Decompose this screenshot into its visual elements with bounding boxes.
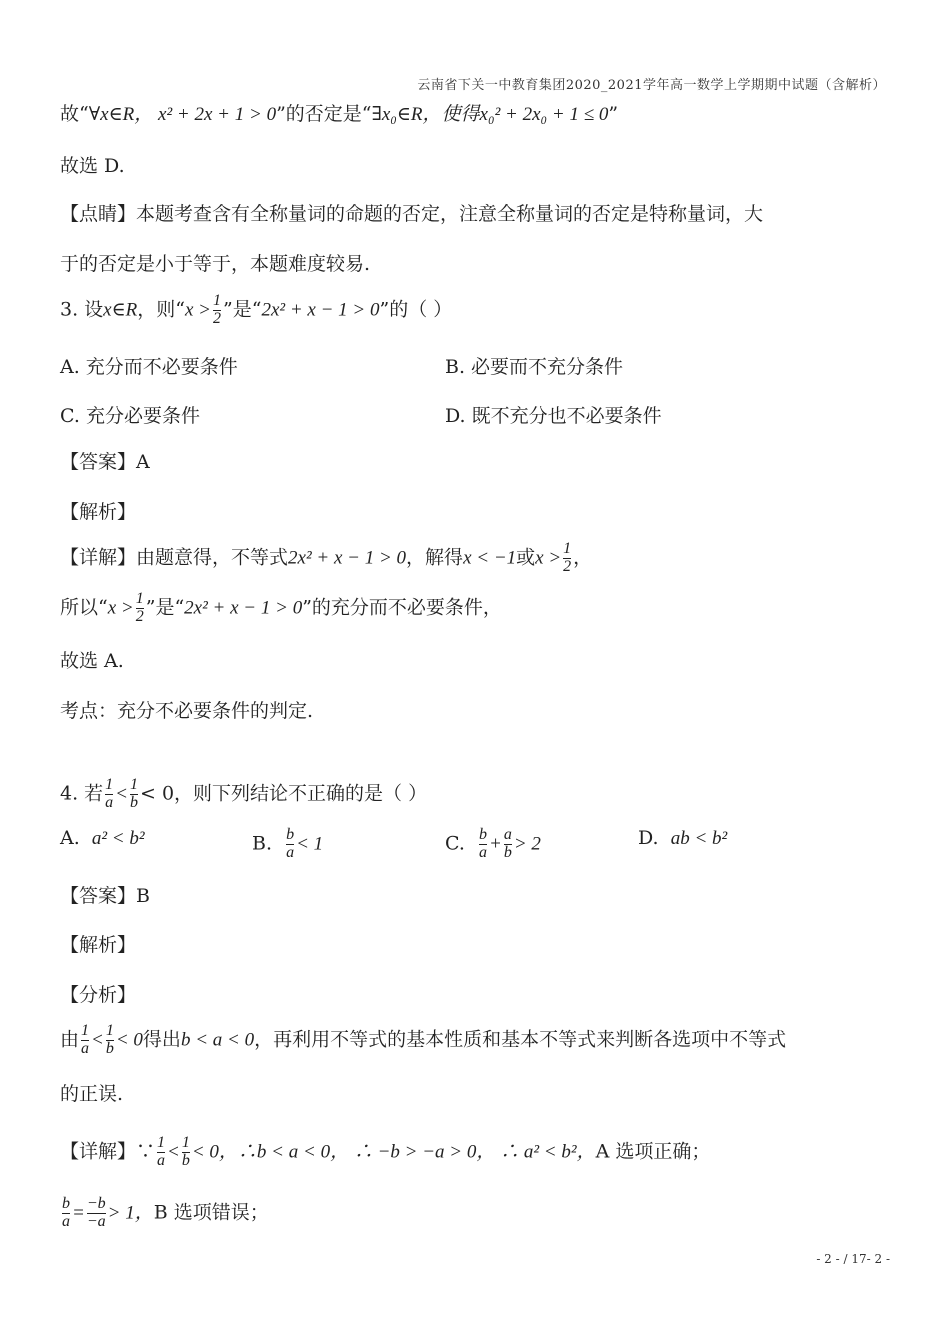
text: 或 bbox=[516, 546, 536, 569]
fraction-a-b: $\frac{a}{b}$ bbox=[503, 826, 512, 861]
math: 2x² + x − 1 > 0 bbox=[184, 597, 303, 619]
math: = bbox=[72, 1202, 85, 1224]
fraction-1-a: $\frac{1}{a}$ bbox=[105, 776, 114, 811]
text: ”的充分而不必要条件， bbox=[302, 596, 502, 619]
math: < 1 bbox=[296, 833, 324, 855]
math: > 2 bbox=[513, 833, 541, 855]
q4-option-c: C. $\frac{b}{a}$ + $\frac{a}{b}$ > 2 bbox=[445, 826, 541, 861]
q3-kaodian: 考点：充分不必要条件的判定. bbox=[60, 700, 314, 722]
q3-conclusion bbox=[60, 591, 502, 626]
fraction-1-b: $\frac{1}{b}$ bbox=[130, 776, 138, 811]
line-dianjing-2: 于的否定是小于等于，本题难度较易. bbox=[60, 253, 371, 275]
page-footer: - 2 - / 17- 2 - bbox=[816, 1252, 890, 1266]
numerator: 1 bbox=[213, 292, 222, 309]
q4-answer: 【答案】B bbox=[60, 885, 150, 907]
text: 由 bbox=[60, 1028, 80, 1051]
q4-option-d bbox=[638, 827, 727, 850]
q3-option-c: C. 充分必要条件 bbox=[60, 405, 200, 427]
q3-option-b: B. 必要而不充分条件 bbox=[445, 356, 624, 378]
text: 3. 设 bbox=[60, 298, 104, 321]
q4-fenxi-text-2: 的正误. bbox=[60, 1083, 124, 1105]
denominator: 2 bbox=[135, 607, 144, 625]
page-header: 云南省下关一中教育集团2020_2021学年高一数学上学期期中试题（含解析） bbox=[417, 78, 886, 93]
q4-option-a bbox=[60, 827, 145, 850]
math: x > bbox=[185, 299, 212, 321]
fraction bbox=[213, 293, 221, 328]
fraction-1-b: $\frac{1}{b}$ bbox=[181, 1134, 190, 1169]
text: 得出 bbox=[142, 1028, 181, 1051]
option-label: C. bbox=[445, 832, 465, 855]
fraction-b-a: $\frac{b}{a}$ bbox=[62, 1195, 70, 1230]
line-choose-d: 故选 D. bbox=[60, 155, 125, 177]
math: b < a < 0 bbox=[180, 1029, 255, 1051]
q3-answer: 【答案】A bbox=[60, 451, 150, 473]
math: ∃x₀∈R，使得x₀² + 2x₀ + 1 ≤ 0 bbox=[371, 104, 609, 125]
q4-fenxi-text: 由 $\frac{1}{a}$ < $\frac{1}{b}$ < 0得出b < a < 0，再利用不等式的基本性质和基本不等式来判断各选项中不等式 bbox=[60, 1022, 787, 1057]
fraction-negb-nega: $\frac{-b}{-a}$ bbox=[86, 1195, 106, 1230]
q3-detail bbox=[60, 541, 592, 576]
math: > 1， bbox=[107, 1202, 154, 1224]
fraction-1-a: $\frac{1}{a}$ bbox=[81, 1022, 90, 1057]
fraction-1-b: $\frac{1}{b}$ bbox=[105, 1022, 114, 1057]
text: ，再利用不等式的基本性质和基本不等式来判断各选项中不等式 bbox=[254, 1028, 787, 1051]
question-3-stem bbox=[60, 293, 452, 328]
fraction bbox=[563, 541, 571, 576]
math: x∈R bbox=[103, 299, 138, 321]
math: x > bbox=[535, 547, 562, 569]
math: < 0， bbox=[191, 1141, 238, 1163]
numerator: 1 bbox=[135, 590, 144, 607]
q4-detail-2 bbox=[60, 1196, 269, 1231]
text: ”的（ ） bbox=[379, 298, 453, 321]
math: ∴b < a < 0， ∴ −b > −a > 0， ∴ a² < b²， bbox=[237, 1141, 596, 1163]
text: 所以“ bbox=[60, 596, 108, 619]
text: 【详解】由题意得，不等式 bbox=[60, 546, 289, 569]
q3-option-d: D. 既不充分也不必要条件 bbox=[445, 405, 662, 427]
q4-fenxi: 【分析】 bbox=[60, 984, 137, 1006]
q4-detail: 【详解】∵ $\frac{1}{a}$ < $\frac{1}{b}$ < 0，∴b < a < 0， ∴ −b > −a > 0， ∴ a² < b²，A 选项正确； bbox=[60, 1134, 711, 1169]
text: ，则“ bbox=[137, 298, 185, 321]
math: x < −1 bbox=[463, 547, 517, 569]
numerator: 1 bbox=[563, 540, 572, 557]
text: A 选项正确； bbox=[595, 1140, 711, 1163]
text: 【详解】∵ bbox=[60, 1140, 156, 1163]
denominator: 2 bbox=[213, 309, 222, 327]
fraction-b-a: $\frac{b}{a}$ bbox=[286, 826, 295, 861]
text: ”是“ bbox=[145, 596, 185, 619]
fraction-1-a: $\frac{1}{a}$ bbox=[157, 1134, 166, 1169]
denominator: 2 bbox=[563, 557, 572, 575]
text: ， bbox=[573, 546, 593, 569]
math: a² < b² bbox=[91, 828, 145, 849]
question-4-stem: 4. 若 $\frac{1}{a}$ < $\frac{1}{b}$ < 0，则下列结论不正确的是（ ） bbox=[60, 776, 428, 811]
text: B 选项错误； bbox=[153, 1201, 269, 1224]
math: ab < b² bbox=[670, 828, 728, 849]
line-negation bbox=[60, 103, 618, 127]
q3-analysis: 【解析】 bbox=[60, 501, 137, 523]
text: < 0，则下列结论不正确的是（ ） bbox=[140, 782, 428, 805]
fraction-b-a: $\frac{b}{a}$ bbox=[479, 826, 487, 861]
text: ”是“ bbox=[223, 298, 262, 321]
math: 2x² + x − 1 > 0 bbox=[261, 299, 380, 321]
text: ” bbox=[608, 103, 619, 125]
option-label: A. bbox=[60, 827, 80, 849]
q4-option-b bbox=[252, 827, 323, 862]
fraction bbox=[136, 591, 144, 626]
text: 故“ bbox=[60, 103, 89, 125]
text: 4. 若 bbox=[60, 782, 104, 805]
option-label: B. bbox=[252, 832, 273, 855]
text: ，解得 bbox=[406, 546, 464, 569]
option-label: D. bbox=[638, 827, 659, 849]
q4-analysis: 【解析】 bbox=[60, 934, 137, 956]
math: ∀x∈R， x² + 2x + 1 > 0 bbox=[88, 104, 277, 125]
line-dianjing: 【点睛】本题考查含有全称量词的命题的否定，注意全称量词的否定是特称量词，大 bbox=[60, 203, 764, 225]
q3-option-a: A. 充分而不必要条件 bbox=[60, 356, 238, 378]
q3-choose: 故选 A. bbox=[60, 650, 124, 672]
text: ”的否定是“ bbox=[276, 103, 372, 125]
math: 2x² + x − 1 > 0 bbox=[288, 547, 407, 569]
math: < 0 bbox=[115, 1029, 143, 1051]
math: x > bbox=[107, 597, 134, 619]
